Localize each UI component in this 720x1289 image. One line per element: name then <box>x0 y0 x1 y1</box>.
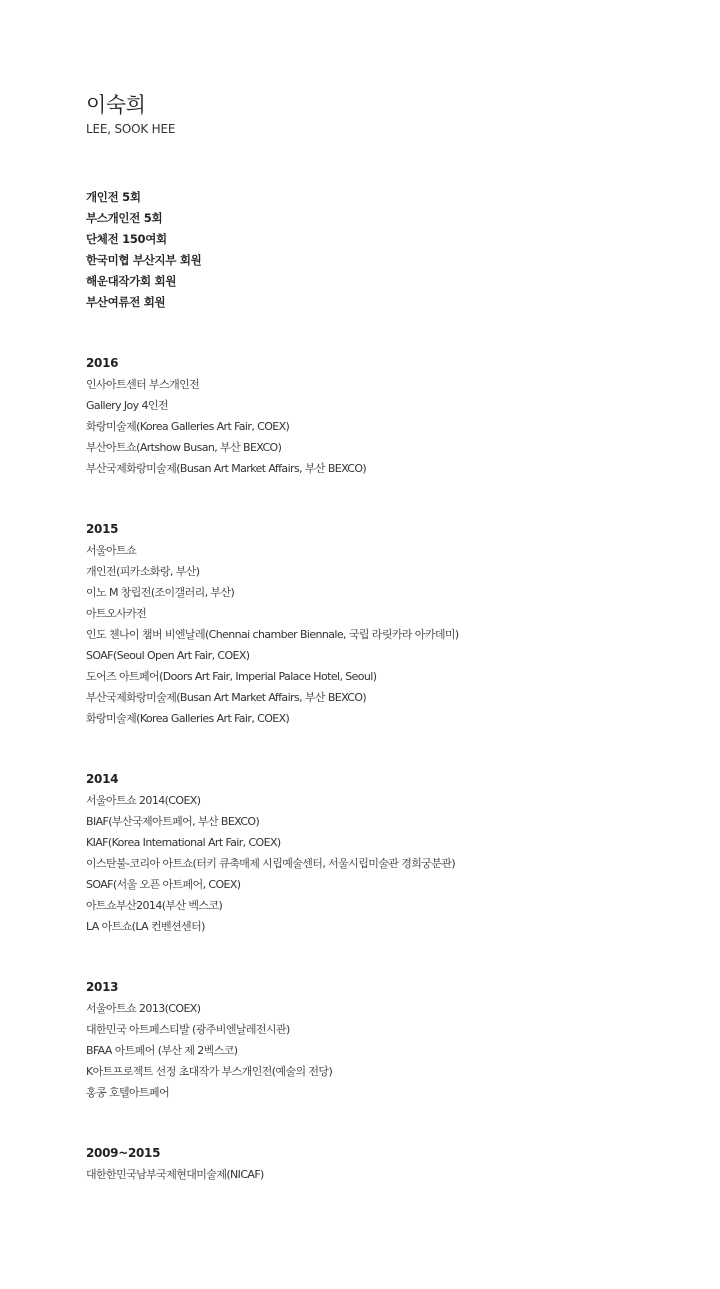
exhibition-entry: KIAF(Korea International Art Fair, COEX) <box>86 836 281 849</box>
summary-membership-kfaa: 한국미협 부산지부 회원 <box>86 253 202 267</box>
section-2009-2015 <box>86 1143 706 1185</box>
summary-solo-exhibitions: 개인전 5회 <box>86 190 141 204</box>
exhibition-entry: 화랑미술제(Korea Galleries Art Fair, COEX) <box>86 420 290 433</box>
exhibition-entry: 홍콩 호텔아트페어 <box>86 1086 170 1099</box>
exhibition-entry: 아트쇼부산2014(부산 벡스코) <box>86 899 223 912</box>
exhibition-entry: 아트오사카전 <box>86 607 147 620</box>
section-2013 <box>86 977 706 1103</box>
exhibition-entry: 인도 첸나이 챔버 비엔날레(Chennai chamber Biennale, 국립 라릿카라 아카데미) <box>86 628 459 641</box>
exhibition-entry: 개인전(피카소화랑, 부산) <box>86 565 200 578</box>
exhibition-entry: BFAA 아트페어 (부산 제 2벡스코) <box>86 1044 238 1057</box>
section-year: 2013 <box>86 980 119 994</box>
summary-membership-busan-women: 부산여류전 회원 <box>86 295 166 309</box>
exhibition-entry: 도어즈 아트페어(Doors Art Fair, Imperial Palace Hotel, Seoul) <box>86 670 377 683</box>
exhibition-entry: SOAF(Seoul Open Art Fair, COEX) <box>86 649 250 662</box>
section-year: 2014 <box>86 772 119 786</box>
exhibition-entry: 서울아트쇼 <box>86 544 137 557</box>
exhibition-entry: SOAF(서울 오픈 아트페어, COEX) <box>86 878 241 891</box>
exhibition-entry: 서울아트쇼 2014(COEX) <box>86 794 201 807</box>
exhibition-entry: 대한민국 아트페스티발 (광주비엔날레전시관) <box>86 1023 290 1036</box>
exhibition-entry: 인사아트센터 부스개인전 <box>86 378 200 391</box>
section-2014 <box>86 769 706 937</box>
exhibition-entry: 대한한민국남부국제현대미술제(NICAF) <box>86 1168 264 1181</box>
artist-name-english: LEE, SOOK HEE <box>86 122 176 136</box>
exhibition-entry: LA 아트쇼(LA 컨벤션센터) <box>86 920 205 933</box>
exhibition-entry: 부산국제화랑미술제(Busan Art Market Affairs, 부산 BEXCO) <box>86 462 367 475</box>
exhibition-entry: 부산국제화랑미술제(Busan Art Market Affairs, 부산 BEXCO) <box>86 691 367 704</box>
section-2016 <box>86 353 706 479</box>
section-year: 2016 <box>86 356 119 370</box>
exhibition-entry: K아트프로젝트 선정 초대작가 부스개인전(예술의 전당) <box>86 1065 333 1078</box>
artist-name-korean: 이숙희 <box>86 93 146 117</box>
exhibition-entry: 서울아트쇼 2013(COEX) <box>86 1002 201 1015</box>
section-year: 2015 <box>86 522 119 536</box>
exhibition-entry: 이노 M 창립전(조이갤러리, 부산) <box>86 586 235 599</box>
exhibition-entry: 화랑미술제(Korea Galleries Art Fair, COEX) <box>86 712 290 725</box>
career-summary <box>86 187 706 313</box>
artist-profile <box>86 92 706 1185</box>
exhibition-entry: 이스탄불-코리아 아트쇼(터키 큐축매제 시립예술센터, 서울시립미술관 경희궁분관) <box>86 857 456 870</box>
summary-booth-exhibitions: 부스개인전 5회 <box>86 211 163 225</box>
exhibition-entry: 부산아트쇼(Artshow Busan, 부산 BEXCO) <box>86 441 282 454</box>
exhibition-entry: BIAF(부산국제아트페어, 부산 BEXCO) <box>86 815 260 828</box>
summary-group-exhibitions: 단체전 150여회 <box>86 232 167 246</box>
summary-membership-haeundae: 해운대작가회 회원 <box>86 274 177 288</box>
exhibition-entry: Gallery Joy 4인전 <box>86 399 168 412</box>
section-2015 <box>86 519 706 729</box>
section-year: 2009~2015 <box>86 1146 161 1160</box>
